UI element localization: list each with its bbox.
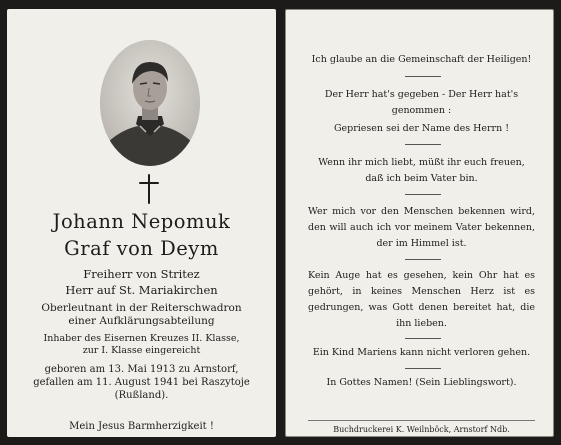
divider bbox=[405, 76, 441, 77]
title-herr: Herr auf St. Mariakirchen bbox=[65, 283, 218, 297]
verse-1: Ich glaube an die Gemeinschaft der Heiligen! bbox=[311, 54, 532, 65]
right-panel bbox=[285, 9, 554, 437]
death-line: gefallen am 11. August 1941 bei Raszytoje bbox=[33, 377, 250, 388]
award-line-2: zur I. Klasse eingereicht bbox=[82, 345, 201, 356]
left-panel bbox=[7, 9, 276, 437]
verse-2a: Der Herr hat's gegeben - Der Herr hat's genommen : bbox=[324, 89, 519, 116]
divider bbox=[405, 194, 441, 195]
rank-line-2: einer Aufklärungsabteilung bbox=[68, 315, 215, 327]
verse-6: Ein Kind Mariens kann nicht verloren gehen. bbox=[312, 347, 531, 358]
name-line-1: Johann Nepomuk bbox=[52, 210, 231, 233]
name-line-2: Graf von Deym bbox=[64, 237, 219, 260]
divider bbox=[405, 338, 441, 339]
award-line-1: Inhaber des Eisernen Kreuzes II. Klasse, bbox=[43, 333, 240, 344]
portrait-photo bbox=[100, 40, 200, 166]
title-freiherr: Freiherr von Stritez bbox=[83, 267, 200, 281]
portrait-image bbox=[100, 40, 200, 166]
verse-2b: Gepriesen sei der Name des Herrn ! bbox=[333, 123, 510, 134]
verse-7: In Gottes Namen! (Sein Lieblingswort). bbox=[326, 377, 517, 388]
death-place: (Rußland). bbox=[114, 390, 169, 401]
divider bbox=[405, 368, 441, 369]
divider bbox=[405, 144, 441, 145]
printer-credit: Buchdruckerei K. Weilnböck, Arnstorf Ndb. bbox=[333, 425, 510, 434]
birth-line: geboren am 13. Mai 1913 zu Arnstorf, bbox=[44, 364, 239, 375]
closing-prayer: Mein Jesus Barmherzigkeit ! bbox=[69, 421, 214, 432]
cross-icon bbox=[137, 174, 161, 204]
verse-5: Kein Auge hat es gesehen, kein Ohr hat es gehört, in keines Menschen Herz ist es gedrungen, was Gott denen bereitet hat, die ihn lieben. bbox=[308, 270, 535, 329]
divider bbox=[405, 259, 441, 260]
verse-4: Wer mich vor den Menschen bekennen wird, den will auch ich vor meinem Vater bekennen, der im Himmel ist. bbox=[308, 206, 535, 249]
rank-line-1: Oberleutnant in der Reiterschwadron bbox=[41, 302, 242, 314]
printer-divider bbox=[308, 420, 535, 421]
verse-3: Wenn ihr mich liebt, müßt ihr euch freuen, daß ich beim Vater bin. bbox=[318, 157, 525, 184]
